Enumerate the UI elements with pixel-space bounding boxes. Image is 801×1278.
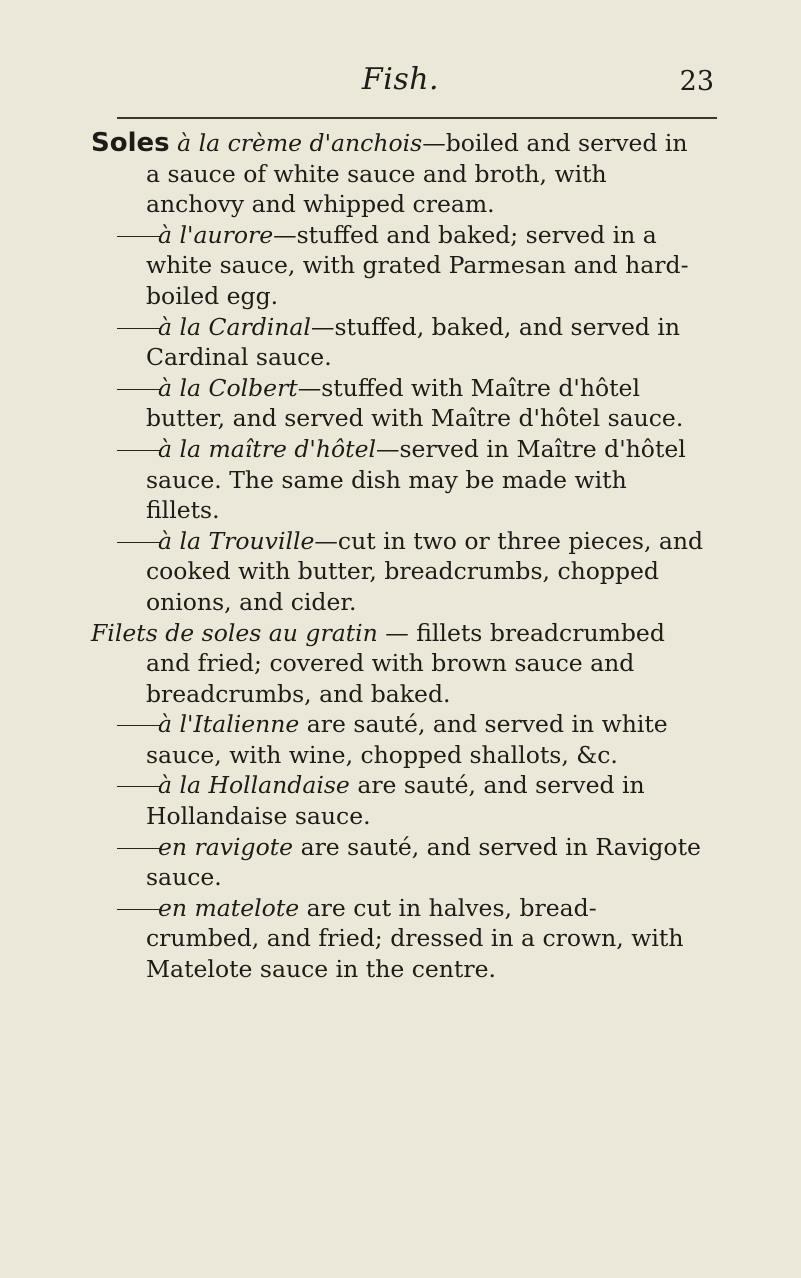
- list-item: [0, 770, 706, 831]
- ditto-dash: [117, 725, 161, 726]
- dish-name: à la crème d'anchois: [177, 129, 423, 157]
- list-item: [0, 220, 706, 312]
- dish-description: —stuffed and baked; served in a white sauce, with grated Parmesan and hard-boiled egg.: [146, 220, 689, 310]
- list-item: [0, 373, 706, 434]
- dish-description: —boiled and served in a sauce of white sauce and broth, with anchovy and whipped cream.: [146, 129, 688, 219]
- ditto-dash: [117, 236, 161, 237]
- ditto-dash: [117, 786, 161, 787]
- ditto-dash: [117, 848, 161, 849]
- dish-name: en matelote: [158, 893, 300, 922]
- dish-name: à la Colbert: [158, 373, 298, 402]
- dish-name: à l'Italienne: [158, 710, 300, 739]
- dish-name: à la Hollandaise: [158, 771, 350, 800]
- ditto-lead: [91, 526, 146, 557]
- list-item: [0, 312, 706, 373]
- list-item: [0, 893, 706, 985]
- list-item: [0, 526, 706, 618]
- ditto-lead: [91, 770, 146, 801]
- dish-description: —served in Maître d'hôtel sauce. The same dish may be made with fillets.: [146, 434, 686, 525]
- ditto-dash: [117, 450, 161, 451]
- dish-name: Filets de soles au gratin: [91, 618, 378, 647]
- entry-list: [0, 128, 801, 985]
- list-item: [0, 128, 706, 220]
- ditto-lead: [91, 312, 146, 343]
- dish-description: —stuffed, baked, and served in Cardinal sauce.: [146, 312, 681, 372]
- ditto-dash: [117, 909, 161, 910]
- dish-description: are sauté, and served in Ravigote sauce.: [146, 832, 701, 892]
- ditto-dash: [117, 389, 161, 390]
- running-head: [0, 62, 801, 106]
- header-rule: [117, 117, 717, 119]
- dish-description: are cut in halves, bread-crumbed, and fried; dressed in a crown, with Matelote sauce in the centre.: [146, 893, 684, 984]
- dish-name: à la Cardinal: [158, 312, 311, 341]
- ditto-lead: [91, 434, 146, 465]
- entry-head: Soles: [91, 128, 170, 158]
- dish-name: en ravigote: [158, 832, 294, 861]
- ditto-dash: [117, 542, 161, 543]
- ditto-dash: [117, 328, 161, 329]
- ditto-lead: [91, 373, 146, 404]
- list-item: [0, 709, 706, 770]
- list-item: [0, 832, 706, 893]
- page-number: 23: [679, 66, 714, 97]
- running-title: Fish.: [361, 62, 440, 97]
- dish-description: — fillets breadcrumbed and fried; covered with brown sauce and breadcrumbs, and baked.: [146, 618, 665, 708]
- dish-name: à l'aurore: [158, 220, 274, 249]
- ditto-lead: [91, 709, 146, 740]
- list-item: [0, 434, 706, 526]
- dish-name: à la maître d'hôtel: [158, 434, 376, 463]
- dish-name: à la Trouville: [158, 526, 315, 555]
- ditto-lead: [91, 832, 146, 863]
- dish-description: —cut in two or three pieces, and cooked with butter, breadcrumbs, chopped onions, and cider.: [146, 526, 704, 616]
- dish-description: —stuffed with Maître d'hôtel butter, and served with Maître d'hôtel sauce.: [146, 373, 684, 433]
- ditto-lead: [91, 220, 146, 251]
- dish-description: are sauté, and served in Hollandaise sauce.: [146, 771, 645, 831]
- ditto-lead: [91, 893, 146, 924]
- dish-description: are sauté, and served in white sauce, with wine, chopped shallots, &c.: [146, 710, 668, 769]
- list-item: [0, 618, 706, 710]
